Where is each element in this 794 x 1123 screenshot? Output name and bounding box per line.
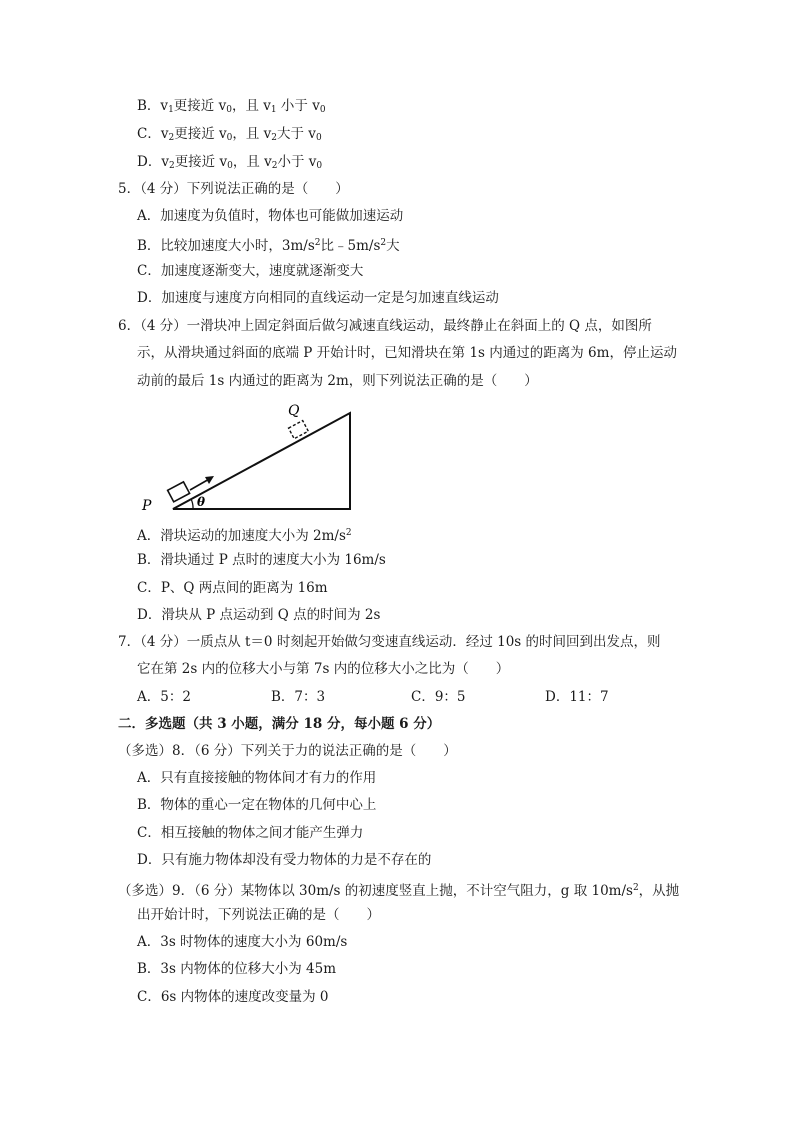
- q6-stem-line2: 示，从滑块通过斜面的底端 P 开始计时，已知滑块在第 1s 内通过的距离为 6m，停止运动: [137, 345, 677, 361]
- block-at-p: [168, 482, 190, 502]
- block-at-q: [289, 421, 309, 439]
- q6-stem-line3: 动前的最后 1s 内通过的距离为 2m，则下列说法正确的是（ ）: [137, 373, 538, 389]
- q5-stem: 5．（4 分）下列说法正确的是（ ）: [118, 181, 349, 197]
- q8-option-d: D．只有施力物体却没有受力物体的力是不存在的: [137, 852, 432, 868]
- label-q: Q: [288, 403, 300, 419]
- q6-option-d: D．滑块从 P 点运动到 Q 点的时间为 2s: [137, 607, 381, 623]
- q7-option-c: C．9：5: [411, 689, 466, 705]
- label-theta: θ: [197, 495, 206, 509]
- q7-option-d: D．11：7: [545, 689, 609, 705]
- q9-stem-line1: （多选）9．（6 分）某物体以 30m/s 的初速度竖直上抛，不计空气阻力，g 取 $10m/s^2$，从抛: [118, 883, 680, 899]
- q4-option-c: C．$v_2$更接近 $v_0$，且 $v_2$大于 $v_0$: [137, 126, 322, 143]
- incline-diagram: [135, 398, 365, 518]
- q7-option-b: B．7：3: [271, 689, 326, 705]
- q8-option-b: B．物体的重心一定在物体的几何中心上: [137, 797, 377, 813]
- q5-option-b: B．比较加速度大小时，$3m/s^2$比$﹣5m/s^2$大: [137, 238, 400, 254]
- q5-option-c: C．加速度逐渐变大，速度就逐渐变大: [137, 263, 364, 279]
- q4-option-b: B．$v_1$更接近 $v_0$，且 $v_1$ 小于 $v_0$: [137, 98, 326, 115]
- q5-option-d: D．加速度与速度方向相同的直线运动一定是匀加速直线运动: [137, 290, 499, 306]
- section-heading: 二．多选题（共 3 小题，满分 18 分，每小题 6 分）: [118, 716, 441, 732]
- q4-option-d: D．$v_2$更接近 $v_0$，且 $v_2$小于 $v_0$: [137, 154, 323, 171]
- theta-arc: [191, 499, 193, 509]
- q5-option-a: A．加速度为负值时，物体也可能做加速运动: [137, 208, 404, 224]
- q8-option-c: C．相互接触的物体之间才能产生弹力: [137, 825, 364, 841]
- q9-option-c: C．6s 内物体的速度改变量为 0: [137, 989, 329, 1005]
- q8-option-a: A．只有直接接触的物体间才有力的作用: [137, 770, 377, 786]
- q6-stem-line1: 6．（4 分）一滑块冲上固定斜面后做匀减速直线运动，最终静止在斜面上的 Q 点，如图所: [118, 318, 652, 334]
- q6-option-c: C．P、Q 两点间的距离为 16m: [137, 580, 328, 596]
- q7-option-a: A．5：2: [137, 689, 191, 705]
- label-p: P: [142, 498, 152, 514]
- q6-option-a: A．滑块运动的加速度大小为 $2m/s^2$: [137, 528, 352, 544]
- q9-option-a: A．3s 时物体的速度大小为 60m/s: [137, 934, 348, 950]
- q9-stem-line2: 出开始计时，下列说法正确的是（ ）: [137, 907, 380, 923]
- q6-option-b: B．滑块通过 P 点时的速度大小为 16m/s: [137, 552, 386, 568]
- q7-stem-line1: 7．（4 分）一质点从 t＝0 时刻起开始做匀变速直线运动．经过 10s 的时间回到出发点，则: [118, 634, 661, 650]
- q8-stem: （多选）8．（6 分）下列关于力的说法正确的是（ ）: [118, 743, 457, 759]
- q7-stem-line2: 它在第 2s 内的位移大小与第 7s 内的位移大小之比为（ ）: [137, 661, 510, 677]
- q9-option-b: B．3s 内物体的位移大小为 45m: [137, 961, 336, 977]
